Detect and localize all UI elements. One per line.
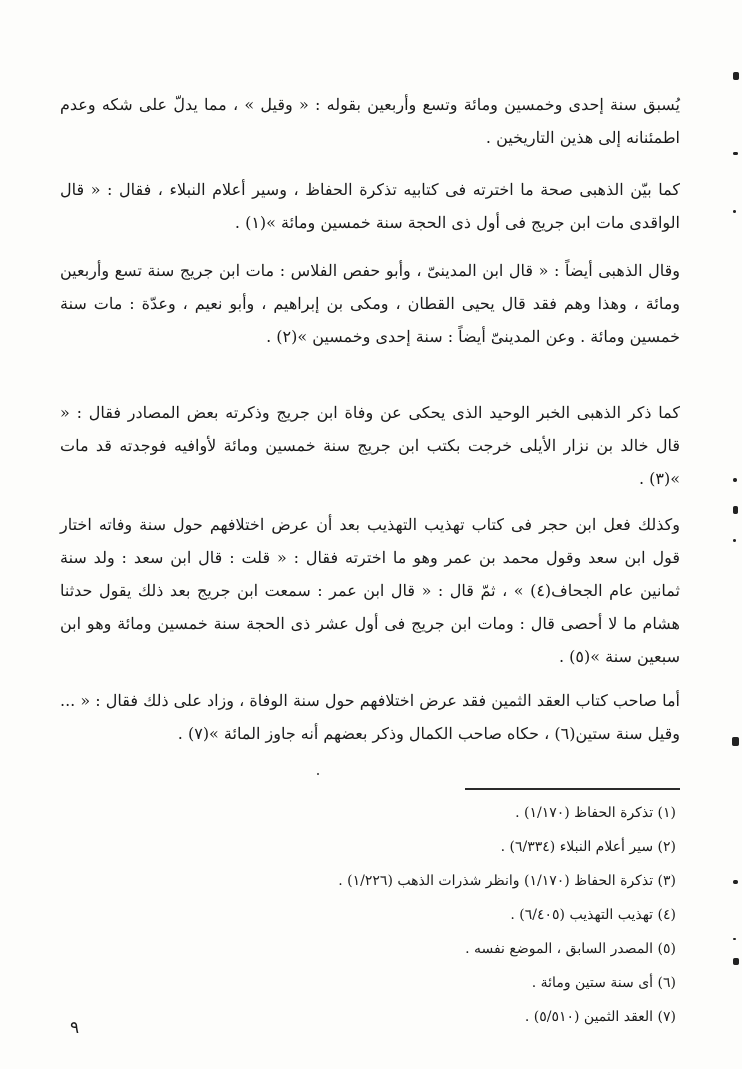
page-number: ٩ bbox=[70, 1018, 80, 1038]
margin-ink-mark bbox=[733, 880, 738, 884]
margin-ink-mark bbox=[733, 72, 739, 80]
margin-ink-mark bbox=[732, 737, 739, 746]
footnote-separator bbox=[465, 788, 680, 790]
margin-ink-mark bbox=[733, 938, 736, 940]
ink-speck bbox=[317, 773, 319, 775]
footnote-6: (٦) أى سنة ستين ومائة . bbox=[531, 975, 676, 991]
paragraph-1: يُسبق سنة إحدى وخمسين ومائة وتسع وأربعين بقوله : « وقيل » ، مما يدلّ على شكه وعدم اطمئنانه إلى هذين التاريخين . bbox=[60, 95, 680, 147]
paragraph-2: كما بيّن الذهبى صحة ما اخترته فى كتابيه تذكرة الحفاظ ، وسير أعلام النبلاء ، فقال : « قال الواقدى مات ابن جريج فى أول ذى الحجة سنة خمسين ومائة »(١) . bbox=[60, 180, 680, 232]
margin-ink-mark bbox=[733, 152, 738, 155]
margin-ink-mark bbox=[733, 506, 738, 514]
footnotes-list bbox=[60, 796, 676, 1034]
footnote-2: (٢) سير أعلام النبلاء (٦/٣٣٤) . bbox=[500, 839, 676, 855]
margin-ink-mark bbox=[733, 958, 739, 965]
paragraph-4: كما ذكر الذهبى الخبر الوحيد الذى يحكى عن وفاة ابن جريج وذكرته بعض المصادر فقال : « قال خالد بن نزار الأيلى خرجت بكتب ابن جريج سنة خمسين ومائة لأوافيه فوجدته قد مات »(٣) . bbox=[60, 403, 680, 488]
footnote-7: (٧) العقد الثمين (٥/٥١٠) . bbox=[524, 1009, 676, 1025]
footnote-4: (٤) تهذيب التهذيب (٦/٤٠٥) . bbox=[510, 907, 676, 923]
paragraph-3: وقال الذهبى أيضاً : « قال ابن المدينىّ ، وأبو حفص الفلاس : مات ابن جريج سنة تسع وأربعين ومائة ، وهذا وهم فقد قال يحيى القطان ، ومكى بن إبراهيم ، وأبو نعيم ، وعدّة : مات سنة خمسين ومائة . وعن المدينىّ أيضاً : سنة إحدى وخمسين »(٢) . bbox=[60, 261, 680, 346]
margin-ink-mark bbox=[733, 539, 736, 542]
paragraph-6: أما صاحب كتاب العقد الثمين فقد عرض اختلافهم حول سنة الوفاة ، وزاد على ذلك فقال : « ... وقيل سنة ستين(٦) ، حكاه صاحب الكمال وذكر بعضهم أنه جاوز المائة »(٧) . bbox=[60, 691, 680, 743]
footnote-3: (٣) تذكرة الحفاظ (١/١٧٠) وانظر شذرات الذهب (١/٢٢٦) . bbox=[338, 873, 676, 889]
footnote-1: (١) تذكرة الحفاظ (١/١٧٠) . bbox=[515, 805, 676, 821]
paragraph-5: وكذلك فعل ابن حجر فى كتاب تهذيب التهذيب بعد أن عرض اختلافهم حول سنة وفاته اختار قول ابن سعد وقول محمد بن عمر وهو ما اخترته فقال : « قلت : قال ابن سعد : ولد سنة ثمانين عام الجحاف(٤) » ، ثمّ قال : « قال ابن عمر : سمعت ابن جريج بعد ذلك يقول حدثنا هشام ما لا أحصى قال : ومات ابن جريج فى أول عشر ذى الحجة سنة خمسين ومائة وهو ابن سبعين سنة »(٥) . bbox=[60, 515, 680, 666]
margin-ink-mark bbox=[733, 210, 736, 213]
margin-ink-mark bbox=[733, 478, 737, 482]
footnote-5: (٥) المصدر السابق ، الموضع نفسه . bbox=[465, 941, 676, 957]
